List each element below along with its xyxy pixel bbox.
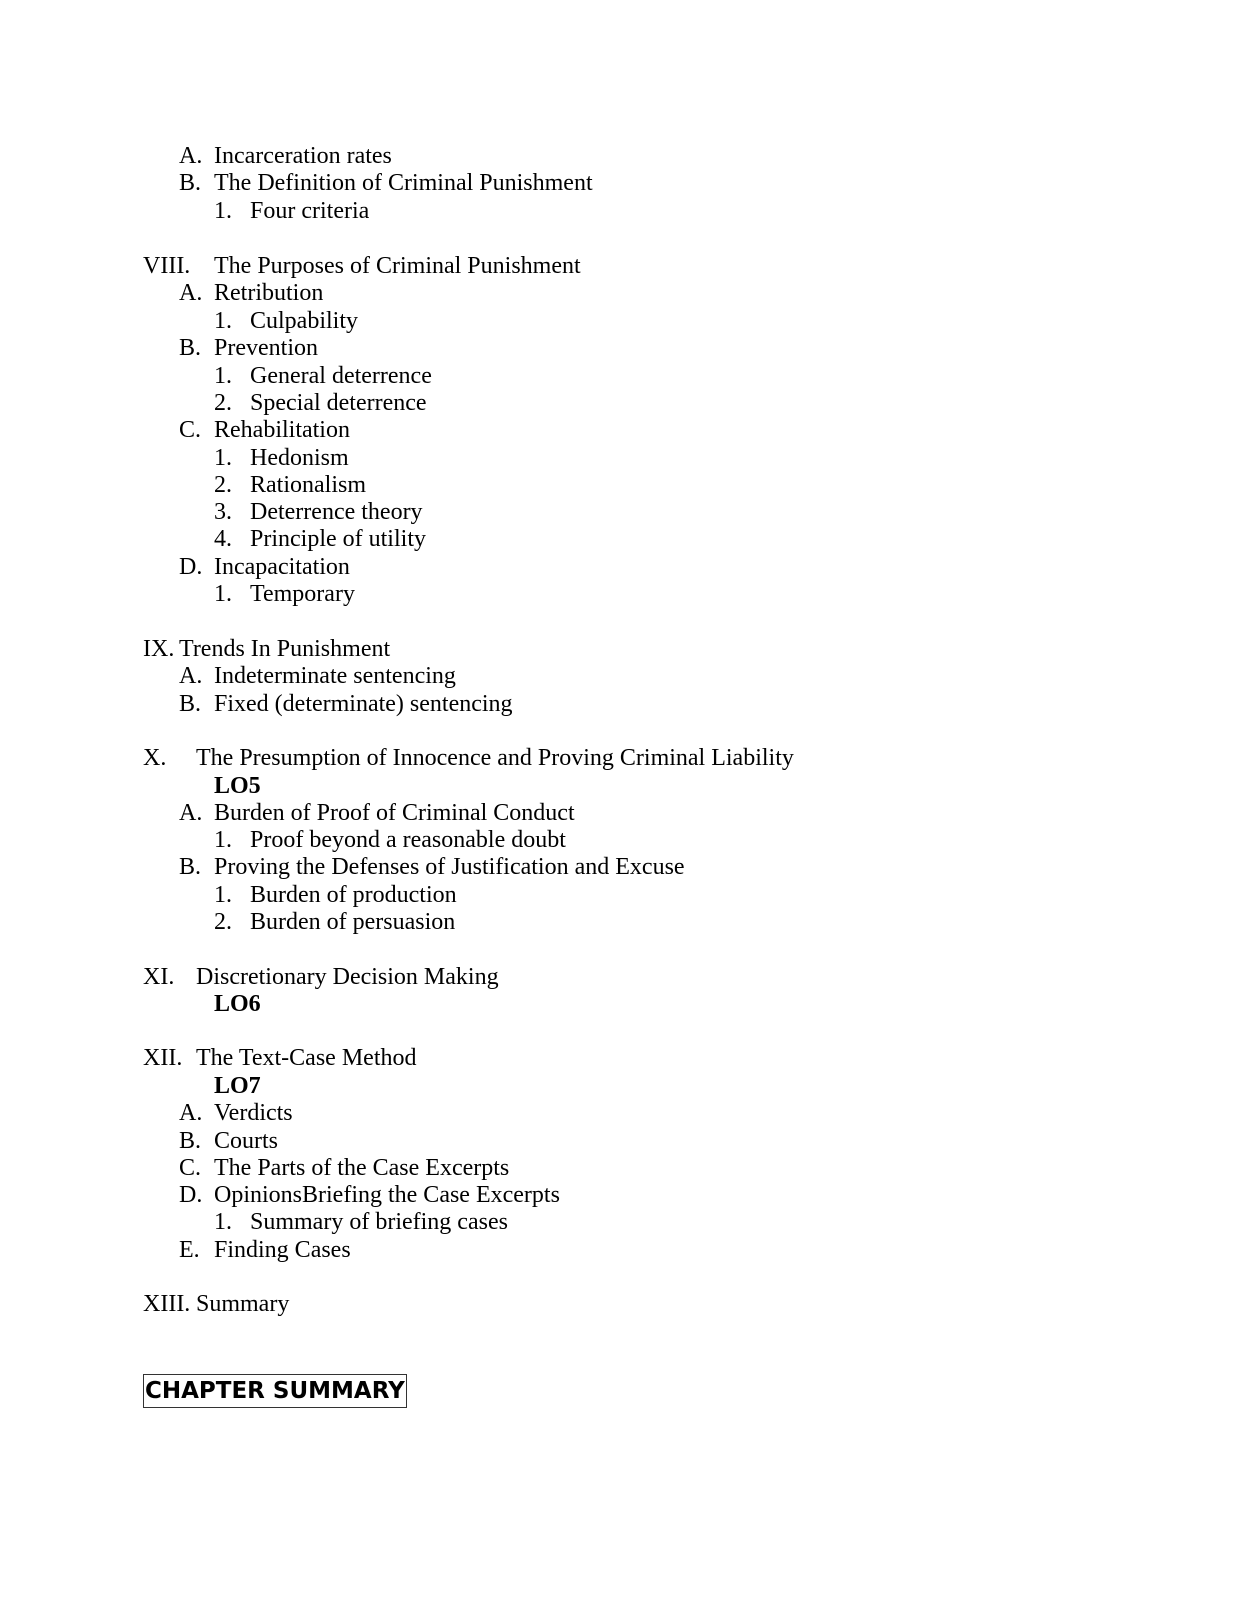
outline-marker: XI. [143, 964, 175, 990]
outline-marker: 2. [214, 472, 232, 498]
outline-text: Rehabilitation [214, 417, 350, 443]
outline-line [179, 662, 456, 690]
outline-text: Culpability [250, 308, 358, 334]
outline-text: Verdicts [214, 1100, 293, 1126]
outline-line [179, 799, 575, 827]
outline-text: Deterrence theory [250, 499, 423, 525]
outline-line [179, 142, 392, 170]
outline-line [179, 334, 318, 362]
outline-text: Proof beyond a reasonable doubt [250, 827, 566, 853]
outline-line [214, 525, 426, 553]
outline-line [214, 580, 355, 608]
outline-text: Fixed (determinate) sentencing [214, 691, 513, 717]
outline-text: Burden of Proof of Criminal Conduct [214, 800, 575, 826]
outline-marker: 2. [214, 909, 232, 935]
outline-marker: IX. [143, 636, 175, 662]
outline-marker: 1. [214, 308, 232, 334]
outline-text: The Definition of Criminal Punishment [214, 170, 593, 196]
outline-line [214, 772, 261, 800]
outline-text: Prevention [214, 335, 318, 361]
outline-line [143, 635, 390, 663]
outline-text: Retribution [214, 280, 324, 306]
outline-marker: 3. [214, 499, 232, 525]
outline-marker: E. [179, 1237, 200, 1263]
outline-line [214, 444, 349, 472]
outline-text: Temporary [250, 581, 355, 607]
outline-text: Rationalism [250, 472, 366, 498]
outline-line [214, 362, 432, 390]
outline-line [143, 744, 794, 772]
outline-line [179, 279, 323, 307]
learning-objective-label: LO5 [214, 773, 261, 799]
outline-text: Proving the Defenses of Justification and Excuse [214, 854, 685, 880]
outline-line [214, 1208, 508, 1236]
outline-marker: C. [179, 417, 202, 443]
outline-marker: X. [143, 745, 167, 771]
outline-line [143, 1290, 289, 1318]
outline-marker: 1. [214, 198, 232, 224]
outline-text: Courts [214, 1128, 279, 1154]
outline-marker: A. [179, 663, 203, 689]
outline-text: Four criteria [250, 198, 370, 224]
outline-marker: B. [179, 335, 202, 361]
outline-marker: 1. [214, 1209, 232, 1235]
outline-line [179, 416, 350, 444]
outline-text: Summary [196, 1291, 290, 1317]
outline-marker: B. [179, 854, 202, 880]
outline-marker: XIII. [143, 1291, 191, 1317]
outline-line [214, 908, 455, 936]
outline-line [214, 389, 427, 417]
outline-marker: 1. [214, 827, 232, 853]
outline-line [179, 1154, 509, 1182]
outline-line [143, 1044, 417, 1072]
outline-marker: 2. [214, 390, 232, 416]
outline-line [143, 963, 499, 991]
outline-marker: D. [179, 1182, 203, 1208]
outline-line [214, 471, 366, 499]
outline-line [214, 498, 423, 526]
outline-text: General deterrence [250, 363, 432, 389]
outline-line [179, 1236, 351, 1264]
outline-line [179, 690, 513, 718]
outline-text: Indeterminate sentencing [214, 663, 456, 689]
outline-line [179, 553, 350, 581]
outline-line [214, 881, 457, 909]
outline-text: The Parts of the Case Excerpts [214, 1155, 510, 1181]
outline-line [179, 1127, 278, 1155]
outline-text: Finding Cases [214, 1237, 351, 1263]
outline-marker: A. [179, 800, 203, 826]
outline-line [179, 853, 685, 881]
outline-marker: VIII. [143, 253, 191, 279]
outline-text: Burden of production [250, 882, 457, 908]
outline-marker: D. [179, 554, 203, 580]
outline-line [214, 826, 566, 854]
chapter-summary-heading: CHAPTER SUMMARY [143, 1374, 407, 1408]
outline-line [179, 1181, 560, 1209]
outline-marker: B. [179, 691, 202, 717]
outline-text: Special deterrence [250, 390, 427, 416]
outline-line [214, 990, 261, 1018]
outline-text: The Presumption of Innocence and Proving Criminal Liability [196, 745, 794, 771]
outline-marker: 4. [214, 526, 232, 552]
outline-marker: A. [179, 280, 203, 306]
learning-objective-label: LO7 [214, 1073, 261, 1099]
outline-marker: C. [179, 1155, 202, 1181]
outline-marker: 1. [214, 581, 232, 607]
outline-line [179, 169, 593, 197]
outline-text: Burden of persuasion [250, 909, 456, 935]
outline-line [143, 252, 581, 280]
outline-text: Trends In Punishment [179, 636, 391, 662]
outline-text: Hedonism [250, 445, 349, 471]
outline-marker: XII. [143, 1045, 183, 1071]
outline-marker: B. [179, 1128, 202, 1154]
outline-line [179, 1099, 293, 1127]
outline-marker: 1. [214, 363, 232, 389]
outline-text: OpinionsBriefing the Case Excerpts [214, 1182, 560, 1208]
outline-text: Incarceration rates [214, 143, 392, 169]
outline-marker: A. [179, 1100, 203, 1126]
outline-marker: 1. [214, 882, 232, 908]
outline-text: Incapacitation [214, 554, 350, 580]
outline-line [214, 307, 358, 335]
outline-marker: B. [179, 170, 202, 196]
outline-marker: 1. [214, 445, 232, 471]
outline-text: Principle of utility [250, 526, 426, 552]
outline-text: The Purposes of Criminal Punishment [214, 253, 581, 279]
outline-line [214, 1072, 261, 1100]
outline-line [214, 197, 369, 225]
outline-text: Discretionary Decision Making [196, 964, 499, 990]
outline-text: Summary of briefing cases [250, 1209, 508, 1235]
outline-marker: A. [179, 143, 203, 169]
learning-objective-label: LO6 [214, 991, 261, 1017]
outline-text: The Text-Case Method [196, 1045, 417, 1071]
